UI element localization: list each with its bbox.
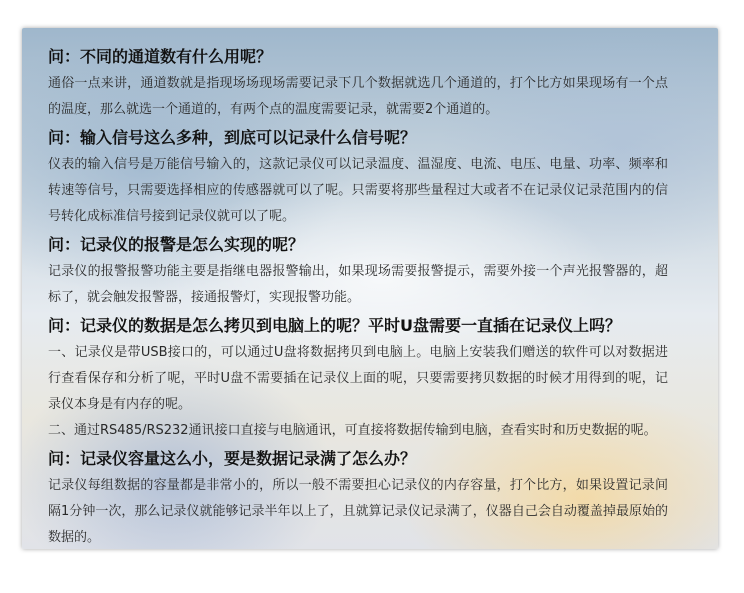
- faq-item: [48, 234, 698, 311]
- faq-answer: [48, 473, 668, 549]
- faq-answer: [48, 152, 668, 230]
- faq-answer-paragraph: 记录仪每组数据的容量都是非常小的，所以一般不需要担心记录仪的内存容量，打个比方，如果设置记录间隔1分钟一次，那么记录仪就能够记录半年以上了，且就算记录仪记录满了，仪器自己会自动覆盖掉最原始的数据的。: [48, 478, 668, 545]
- faq-question: 问：记录仪的报警是怎么实现的呢？: [48, 235, 305, 254]
- faq-answer: [48, 340, 668, 444]
- faq-item: [48, 448, 698, 549]
- faq-question: 问：输入信号这么多种，到底可以记录什么信号呢？: [48, 128, 417, 147]
- faq-item: [48, 315, 698, 444]
- faq-answer: [48, 71, 668, 123]
- faq-question: 问：不同的通道数有什么用呢？: [48, 47, 273, 66]
- faq-answer: [48, 259, 668, 311]
- faq-item: [48, 46, 698, 123]
- faq-question: 问：记录仪的数据是怎么拷贝到电脑上的呢？平时U盘需要一直插在记录仪上吗？: [48, 316, 621, 335]
- faq-question: 问：记录仪容量这么小，要是数据记录满了怎么办？: [48, 449, 417, 468]
- faq-answer-paragraph: 仪表的输入信号是万能信号输入的，这款记录仪可以记录温度、温湿度、电流、电压、电量、功率、频率和转速等信号，只需要选择相应的传感器就可以了呢。只需要将那些量程过大或者不在记录仪记录范围内的信号转化成标准信号接到记录仪就可以了呢。: [48, 157, 668, 224]
- faq-answer-paragraph: 通俗一点来讲，通道数就是指现场场现场需要记录下几个数据就选几个通道的，打个比方如果现场有一个点的温度，那么就选一个通道的，有两个点的温度需要记录，就需要2个通道的。: [48, 76, 668, 117]
- faq-item: [48, 127, 698, 230]
- faq-card: [22, 28, 718, 549]
- faq-answer-paragraph: 记录仪的报警报警功能主要是指继电器报警输出，如果现场需要报警提示，需要外接一个声光报警器的，超标了，就会触发报警器，接通报警灯，实现报警功能。: [48, 264, 668, 305]
- faq-answer-paragraph: 二、通过RS485/RS232通讯接口直接与电脑通讯，可直接将数据传输到电脑，查看实时和历史数据的呢。: [48, 423, 657, 438]
- faq-answer-paragraph: 一、记录仪是带USB接口的，可以通过U盘将数据拷贝到电脑上。电脑上安装我们赠送的软件可以对数据进行查看保存和分析了呢，平时U盘不需要插在记录仪上面的呢，只要需要拷贝数据的时候才用得到的呢，记录仪本身是有内存的呢。: [48, 345, 668, 412]
